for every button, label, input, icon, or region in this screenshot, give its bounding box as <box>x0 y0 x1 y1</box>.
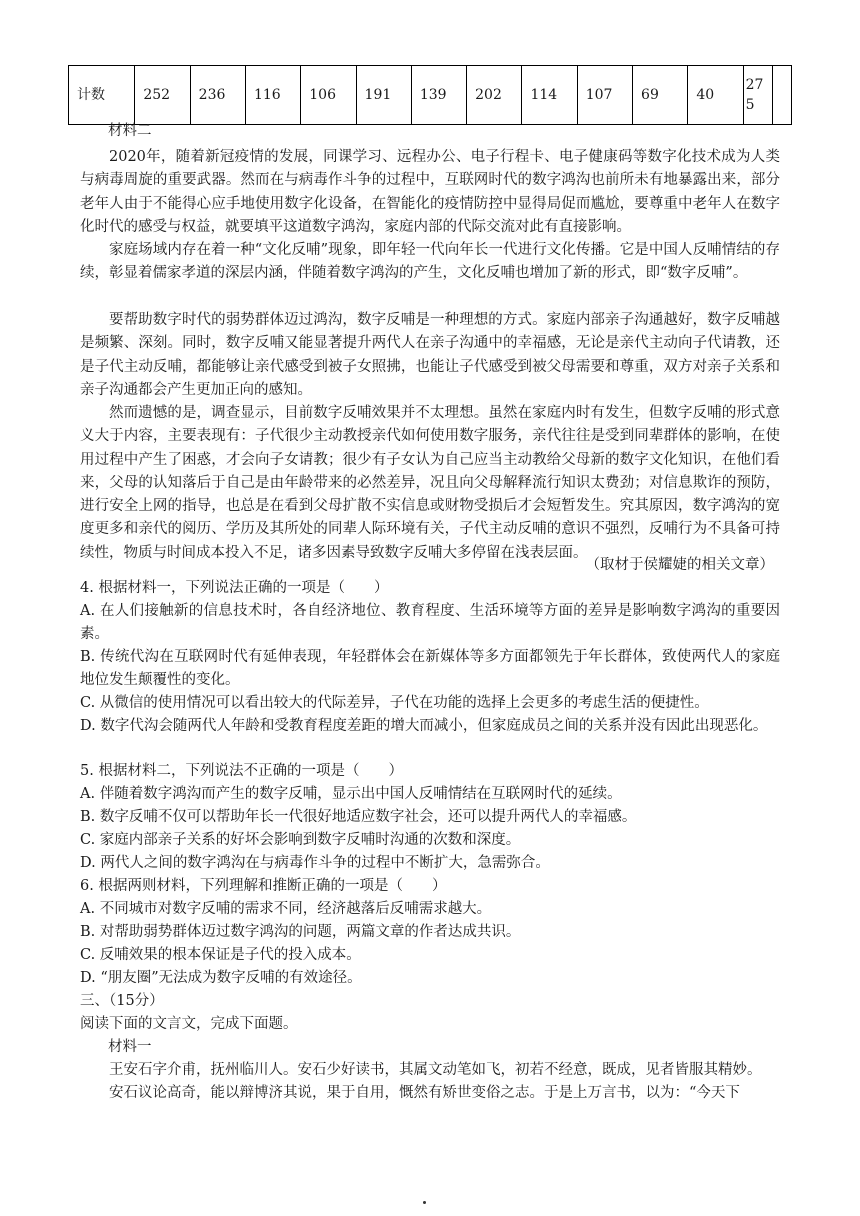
material2-paragraph-4: 然而遗憾的是，调查显示，目前数字反哺效果并不太理想。虽然在家庭内时有发生，但数字反哺的形式意义大于内容，主要表现有：子代很少主动教授亲代如何使用数字服务，亲代往往是受到同辈群体的影响，在使用过程中产生了困惑，才会向子女请教；很少有子女认为自己应当主动教给父母新的数字文化知识，在他们看来，父母的认知落后于自己是由年龄带来的必然差异，况且向父母解释流行知识太费劲；对信息欺诈的预防，进行安全上网的指导，也总是在看到父母扩散不实信息或财物受损后才会短暂发生。究其原因，数字鸿沟的宽度更多和亲代的阅历、学历及其所处的同辈人际环境有关，子代主动反哺的意识不强烈，反哺行为不具备可持续性，物质与时间成本投入不足，诸多因素导致数字反哺大多停留在浅表层面。 <box>80 405 780 561</box>
classical-paragraph-1: 王安石字介甫，抚州临川人。安石少好读书，其属文动笔如飞，初若不经意，既成，见者皆服其精妙。 <box>109 1062 762 1078</box>
table-row <box>69 66 792 125</box>
material2-heading: 材料二 <box>108 123 152 139</box>
table-cell: 139 <box>411 66 466 125</box>
table-cell: 40 <box>688 66 743 125</box>
material1-heading: 材料一 <box>108 1039 152 1055</box>
material2-paragraph-1: 2020年，随着新冠疫情的发展，同课学习、远程办公、电子行程卡、电子健康码等数字化技术成为人类与病毒周旋的重要武器。然而在与病毒作斗争的过程中，互联网时代的数字鸿沟也前所未有地暴露出来，部分老年人由于不能得心应手地使用数字化设备，在智能化的疫情防控中显得局促而尴尬，要尊重中老年人在数字化时代的感受与权益，就要填平这道数字鸿沟，家庭内部的代际交流对此有直接影响。 <box>80 149 780 235</box>
table-cell: 107 <box>577 66 632 125</box>
material2-paragraph-2: 家庭场域内存在着一种“文化反哺”现象，即年轻一代向年长一代进行文化传播。它是中国人反哺情结的存续，彰显着儒家孝道的深层内涵，伴随着数字鸿沟的产生，文化反哺也增加了新的形式，即“数字反哺”。 <box>80 242 780 282</box>
material2-paragraph-3: 要帮助数字时代的弱势群体迈过鸿沟，数字反哺是一种理想的方式。家庭内部亲子沟通越好，数字反哺越是频繁、深刻。同时，数字反哺又能显著提升两代人在亲子沟通中的幸福感，无论是亲代主动向子代请教，还是子代主动反哺，都能够让亲代感受到被子女照拂，也能让子代感受到被父母需要和尊重，双方对亲子关系和亲子沟通都会产生更加正向的感知。 <box>80 312 780 398</box>
table-cell <box>772 66 791 125</box>
question-6-stem: 6. 根据两则材料，下列理解和推断正确的一项是（ ） <box>80 878 447 894</box>
question-5-option-b: B. 数字反哺不仅可以帮助年长一代很好地适应数字社会，还可以提升两代人的幸福感。 <box>80 809 637 825</box>
question-5-stem: 5. 根据材料二，下列说法不正确的一项是（ ） <box>80 763 403 779</box>
question-6-option-a: A. 不同城市对数字反哺的需求不同，经济越落后反哺需求越大。 <box>80 901 492 917</box>
question-4-option-b: B. 传统代沟在互联网时代有延伸表现，年轻群体会在新媒体等多方面都领先于年长群体，致使两代人的家庭地位发生颠覆性的变化。 <box>80 649 780 689</box>
question-5-option-d: D. 两代人之间的数字鸿沟在与病毒作斗争的过程中不断扩大，急需弥合。 <box>80 855 550 871</box>
question-5-option-a: A. 伴随着数字鸿沟而产生的数字反哺，显示出中国人反哺情结在互联网时代的延续。 <box>80 786 622 802</box>
section-3-heading: 三、（15分） <box>80 993 164 1009</box>
classical-paragraph-2: 安石议论高奇，能以辩博济其说，果于自用，慨然有矫世变俗之志。于是上万言书，以为：“今天下 <box>109 1085 740 1101</box>
table-cell: 236 <box>190 66 245 125</box>
question-6-option-d: D. “朋友圈”无法成为数字反哺的有效途径。 <box>80 970 362 986</box>
table-cell: 252 <box>135 66 190 125</box>
table-cell: 202 <box>467 66 522 125</box>
question-4-option-c: C. 从微信的使用情况可以看出较大的代际差异，子代在功能的选择上会更多的考虑生活的便捷性。 <box>80 695 709 711</box>
question-5-option-c: C. 家庭内部亲子关系的好坏会影响到数字反哺时沟通的次数和深度。 <box>80 832 521 848</box>
table-row-label: 计数 <box>69 66 135 125</box>
section-3-instruction: 阅读下面的文言文，完成下面题。 <box>80 1016 298 1032</box>
question-6-option-b: B. 对帮助弱势群体迈过数字鸿沟的问题，两篇文章的作者达成共识。 <box>80 924 521 940</box>
source-citation: （取材于侯耀婕的相关文章） <box>585 557 774 573</box>
table-cell: 116 <box>245 66 300 125</box>
emphasis-dot <box>423 1201 426 1204</box>
question-4-option-d: D. 数字代沟会随两代人年龄和受教育程度差距的增大而减小，但家庭成员之间的关系并没有因此出现恶化。 <box>80 718 768 734</box>
question-4-stem: 4. 根据材料一，下列说法正确的一项是（ ） <box>80 580 389 596</box>
table-cell: 27 5 <box>743 66 772 125</box>
count-table <box>68 65 792 125</box>
question-6-option-c: C. 反哺效果的根本保证是子代的投入成本。 <box>80 947 361 963</box>
table-cell: 191 <box>356 66 411 125</box>
table-cell: 114 <box>522 66 577 125</box>
table-cell: 106 <box>301 66 356 125</box>
question-4-option-a: A. 在人们接触新的信息技术时，各自经济地位、教育程度、生活环境等方面的差异是影响数字鸿沟的重要因素。 <box>80 603 780 643</box>
table-cell: 69 <box>633 66 688 125</box>
